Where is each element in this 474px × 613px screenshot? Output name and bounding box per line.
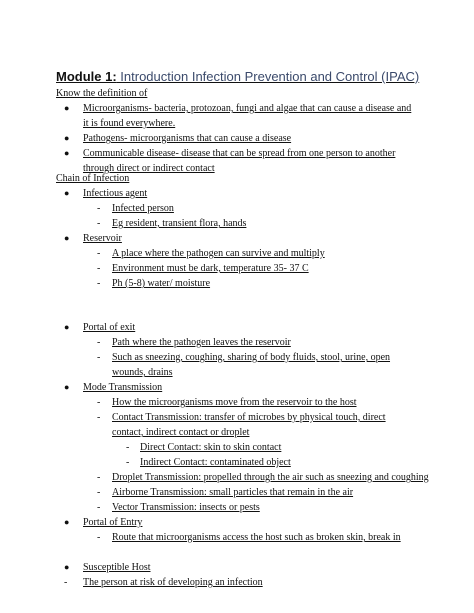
bullet-icon: ●: [64, 233, 70, 243]
dash-icon: -: [97, 502, 101, 513]
portal-of-exit-label: Portal of exit: [83, 322, 136, 333]
bullet-icon: ●: [64, 562, 70, 572]
infectious-agent-item: Eg resident, transient flora, hands: [112, 218, 247, 229]
direct-contact-item: Direct Contact: skin to skin contact: [140, 442, 282, 453]
airborne-transmission-item: Airborne Transmission: small particles that remain in the air: [112, 487, 354, 498]
dash-icon: -: [97, 337, 101, 348]
dash-icon: -: [126, 457, 130, 468]
bullet-icon: ●: [64, 382, 70, 392]
portal-of-exit-item: Path where the pathogen leaves the reservoir: [112, 337, 291, 348]
dash-icon: -: [97, 352, 101, 363]
reservoir-item: Environment must be dark, temperature 35- 37 C: [112, 263, 309, 274]
title-text: Introduction Infection Prevention and Control (IPAC): [116, 69, 420, 84]
dash-icon: -: [97, 203, 101, 214]
vector-transmission-item: Vector Transmission: insects or pests: [112, 502, 260, 513]
know-definition-heading: Know the definition of: [56, 88, 148, 99]
dash-icon: -: [97, 532, 101, 543]
portal-of-entry-label: Portal of Entry: [83, 517, 143, 528]
bullet-icon: ●: [64, 322, 70, 332]
indirect-contact-item: Indirect Contact: contaminated object: [140, 457, 291, 468]
dash-icon: -: [64, 577, 68, 588]
reservoir-item: Ph (5-8) water/ moisture: [112, 278, 211, 289]
infectious-agent-item: Infected person: [112, 203, 174, 214]
definition-pathogens: Pathogens- microorganisms that can cause a disease: [83, 133, 292, 144]
bullet-icon: ●: [64, 188, 70, 198]
mode-transmission-label: Mode Transmission: [83, 382, 163, 393]
dash-icon: -: [97, 412, 101, 423]
dash-icon: -: [97, 218, 101, 229]
portal-of-entry-item: Route that microorganisms access the host such as broken skin, break in: [112, 532, 401, 543]
contact-transmission-item: Contact Transmission: transfer of microbes by physical touch, direct contact, indirect contact or droplet: [112, 412, 386, 438]
mode-transmission-item: How the microorganisms move from the reservoir to the host: [112, 397, 357, 408]
definition-communicable-disease: Communicable disease- disease that can be spread from one person to another through direct or indirect contact: [83, 148, 396, 174]
title-module-number: Module 1:: [56, 69, 117, 84]
reservoir-label: Reservoir: [83, 233, 122, 244]
bullet-icon: ●: [64, 517, 70, 527]
definition-microorganisms: Microorganisms- bacteria, protozoan, fungi and algae that can cause a disease and it is found everywhere.: [83, 103, 412, 129]
dash-icon: -: [97, 472, 101, 483]
dash-icon: -: [97, 397, 101, 408]
reservoir-item: A place where the pathogen can survive and multiply: [112, 248, 325, 259]
dash-icon: -: [97, 248, 101, 259]
dash-icon: -: [126, 442, 130, 453]
droplet-transmission-item: Droplet Transmission: propelled through the air such as sneezing and coughing: [112, 472, 429, 483]
page-title: [56, 68, 419, 86]
dash-icon: -: [97, 278, 101, 289]
dash-icon: -: [97, 487, 101, 498]
chain-of-infection-heading: Chain of Infection: [56, 173, 130, 184]
portal-of-exit-item: Such as sneezing, coughing, sharing of body fluids, stool, urine, open wounds, drains: [112, 352, 391, 378]
bullet-icon: ●: [64, 133, 70, 143]
infectious-agent-label: Infectious agent: [83, 188, 148, 199]
bullet-icon: ●: [64, 103, 70, 113]
susceptible-host-item: The person at risk of developing an infection: [83, 577, 263, 588]
dash-icon: -: [97, 263, 101, 274]
susceptible-host-label: Susceptible Host: [83, 562, 151, 573]
bullet-icon: ●: [64, 148, 70, 158]
